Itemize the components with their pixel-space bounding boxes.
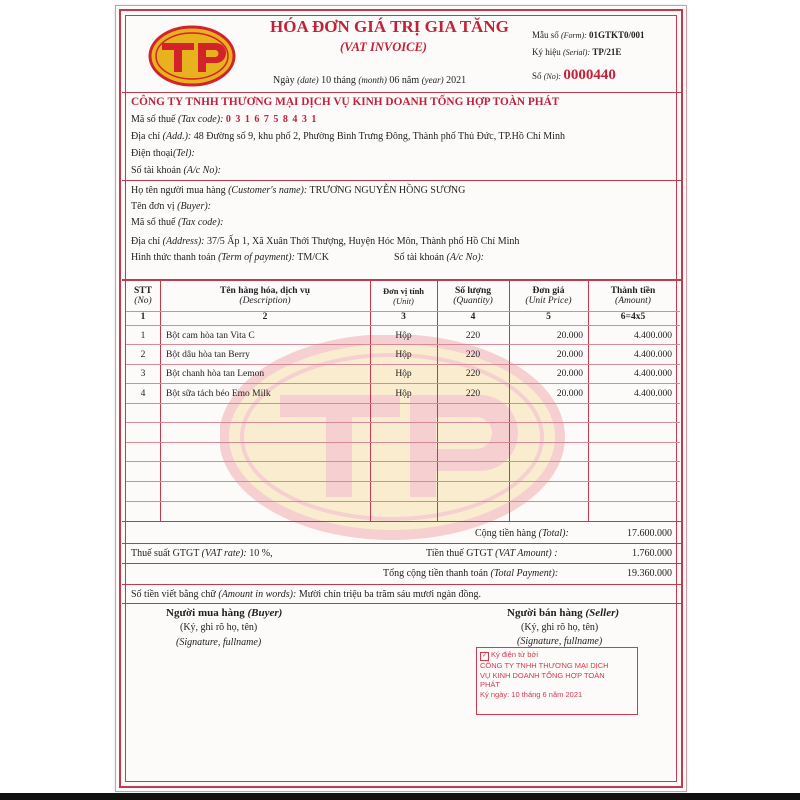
- stamp-header: ✓ Ký điện tử bởi: [481, 650, 539, 659]
- subtotal-label: Cộng tiền hàng (Total):: [475, 528, 569, 539]
- header-index-6: 6=4x5: [620, 312, 646, 322]
- row-unit: Hộp: [395, 350, 412, 360]
- seller-signature-title: Người bán hàng (Seller): [507, 607, 620, 619]
- header-quantity: Số lượng (Quantity): [453, 286, 493, 306]
- seller-address: Địa chỉ (Add.): 48 Đường số 9, khu phố 2, Phường Bình Trưng Đông, Thành phố Thủ Đức, TP.Hồ Chí Minh: [131, 131, 565, 142]
- row-qty: 220: [465, 369, 481, 379]
- buyer-sign-hint-en: (Signature, fullname): [176, 637, 262, 648]
- row-qty: 220: [465, 350, 481, 360]
- header-index-2: 2: [262, 312, 268, 322]
- vat-rate: Thuế suất GTGT (VAT rate): 10 %,: [131, 548, 273, 559]
- row-amount: 4.400.000: [634, 369, 672, 379]
- invoice-title: HÓA ĐƠN GIÁ TRỊ GIA TĂNG: [270, 17, 509, 36]
- row-price: 20.000: [556, 350, 583, 360]
- vat-amount-label: Tiền thuế GTGT (VAT Amount) :: [426, 548, 558, 559]
- screen-bottom-bar: [0, 793, 800, 800]
- row-description: Bột chanh hòa tan Lemon: [166, 369, 265, 379]
- row-amount: 4.400.000: [634, 331, 672, 341]
- seller-sign-hint: (Ký, ghi rõ họ, tên): [521, 622, 599, 633]
- row-no: 2: [140, 350, 146, 360]
- header-amount: Thành tiền (Amount): [610, 286, 656, 306]
- buyer-address: Địa chỉ (Address): 37/5 Ấp 1, Xã Xuân Thới Thượng, Huyện Hóc Môn, Thành phố Hồ Chí Minh: [131, 236, 520, 247]
- invoice-number: Số (No): 0000440: [532, 67, 616, 83]
- header-unit-price: Đơn giá (Unit Price): [525, 286, 572, 306]
- row-amount: 4.400.000: [634, 389, 672, 399]
- row-no: 1: [140, 331, 146, 341]
- seller-tax: Mã số thuế (Tax code): 0 3 1 6 7 5 8 4 3 1: [131, 114, 318, 125]
- header-description: Tên hàng hóa, dịch vụ (Description): [219, 286, 311, 306]
- company-logo: [148, 25, 236, 87]
- row-qty: 220: [465, 389, 481, 399]
- row-unit: Hộp: [395, 331, 412, 341]
- check-icon: ✓: [481, 653, 488, 659]
- subtotal-value: 17.600.000: [627, 528, 672, 539]
- row-price: 20.000: [556, 389, 583, 399]
- row-price: 20.000: [556, 331, 583, 341]
- buyer-account: Số tài khoản (A/c No):: [394, 252, 484, 263]
- buyer-signature-title: Người mua hàng (Buyer): [166, 607, 283, 619]
- amount-in-words: Số tiền viết bằng chữ (Amount in words): Mười chín triệu ba trăm sáu mươi ngàn đồng.: [131, 589, 482, 600]
- digital-signature-stamp: ✓ Ký điện tử bởi CÔNG TY TNHH THƯƠNG MẠI DỊCH VỤ KINH DOANH TỔNG HỢP TOÀN PHÁT Ký ngày: 10 tháng 6 năm 2021: [476, 647, 638, 715]
- buyer-sign-hint: (Ký, ghi rõ họ, tên): [180, 622, 258, 633]
- invoice-subtitle: (VAT INVOICE): [340, 40, 427, 54]
- row-no: 4: [140, 389, 146, 399]
- buyer-tax: Mã số thuế (Tax code):: [131, 217, 224, 228]
- seller-company: CÔNG TY TNHH THƯƠNG MẠI DỊCH VỤ KINH DOANH TỔNG HỢP TOÀN PHÁT: [131, 96, 560, 108]
- row-no: 3: [140, 369, 146, 379]
- header-stt: STT (No): [134, 286, 152, 306]
- buyer-unit: Tên đơn vị (Buyer):: [131, 201, 211, 212]
- row-description: Bột cam hòa tan Vita C: [166, 331, 255, 341]
- row-price: 20.000: [556, 369, 583, 379]
- row-unit: Hộp: [395, 389, 412, 399]
- row-description: Bột sữa tách béo Emo Milk: [166, 389, 271, 399]
- row-description: Bột dâu hòa tan Berry: [166, 350, 250, 360]
- grand-total-label: Tổng cộng tiền thanh toán (Total Payment):: [383, 568, 559, 579]
- header-index-1: 1: [140, 312, 146, 322]
- grand-total-value: 19.360.000: [627, 568, 672, 579]
- seller-tel: Điện thoại(Tel):: [131, 148, 195, 159]
- form-number: Mẫu số (Form): 01GTKT0/001: [532, 30, 645, 40]
- logo-watermark: [220, 335, 565, 540]
- buyer-payment: Hình thức thanh toán (Term of payment): TM/CK: [131, 252, 329, 263]
- header-index-4: 4: [470, 312, 476, 322]
- header-index-3: 3: [401, 312, 406, 322]
- buyer-name: Họ tên người mua hàng (Customer's name): TRƯƠNG NGUYỄN HỒNG SƯƠNG: [131, 185, 466, 196]
- row-unit: Hộp: [395, 369, 412, 379]
- seller-sign-hint-en: (Signature, fullname): [517, 636, 603, 647]
- header-unit: Đơn vị tính (Unit): [382, 286, 425, 306]
- serial-number: Ký hiệu (Serial): TP/21E: [532, 47, 622, 57]
- seller-account: Số tài khoản (A/c No):: [131, 165, 221, 176]
- header-index-5: 5: [546, 312, 551, 322]
- vat-amount-value: 1.760.000: [632, 548, 672, 559]
- row-qty: 220: [465, 331, 481, 341]
- invoice-date: Ngày (date) 10 tháng (month) 06 năm (year) 2021: [273, 75, 467, 86]
- row-amount: 4.400.000: [634, 350, 672, 360]
